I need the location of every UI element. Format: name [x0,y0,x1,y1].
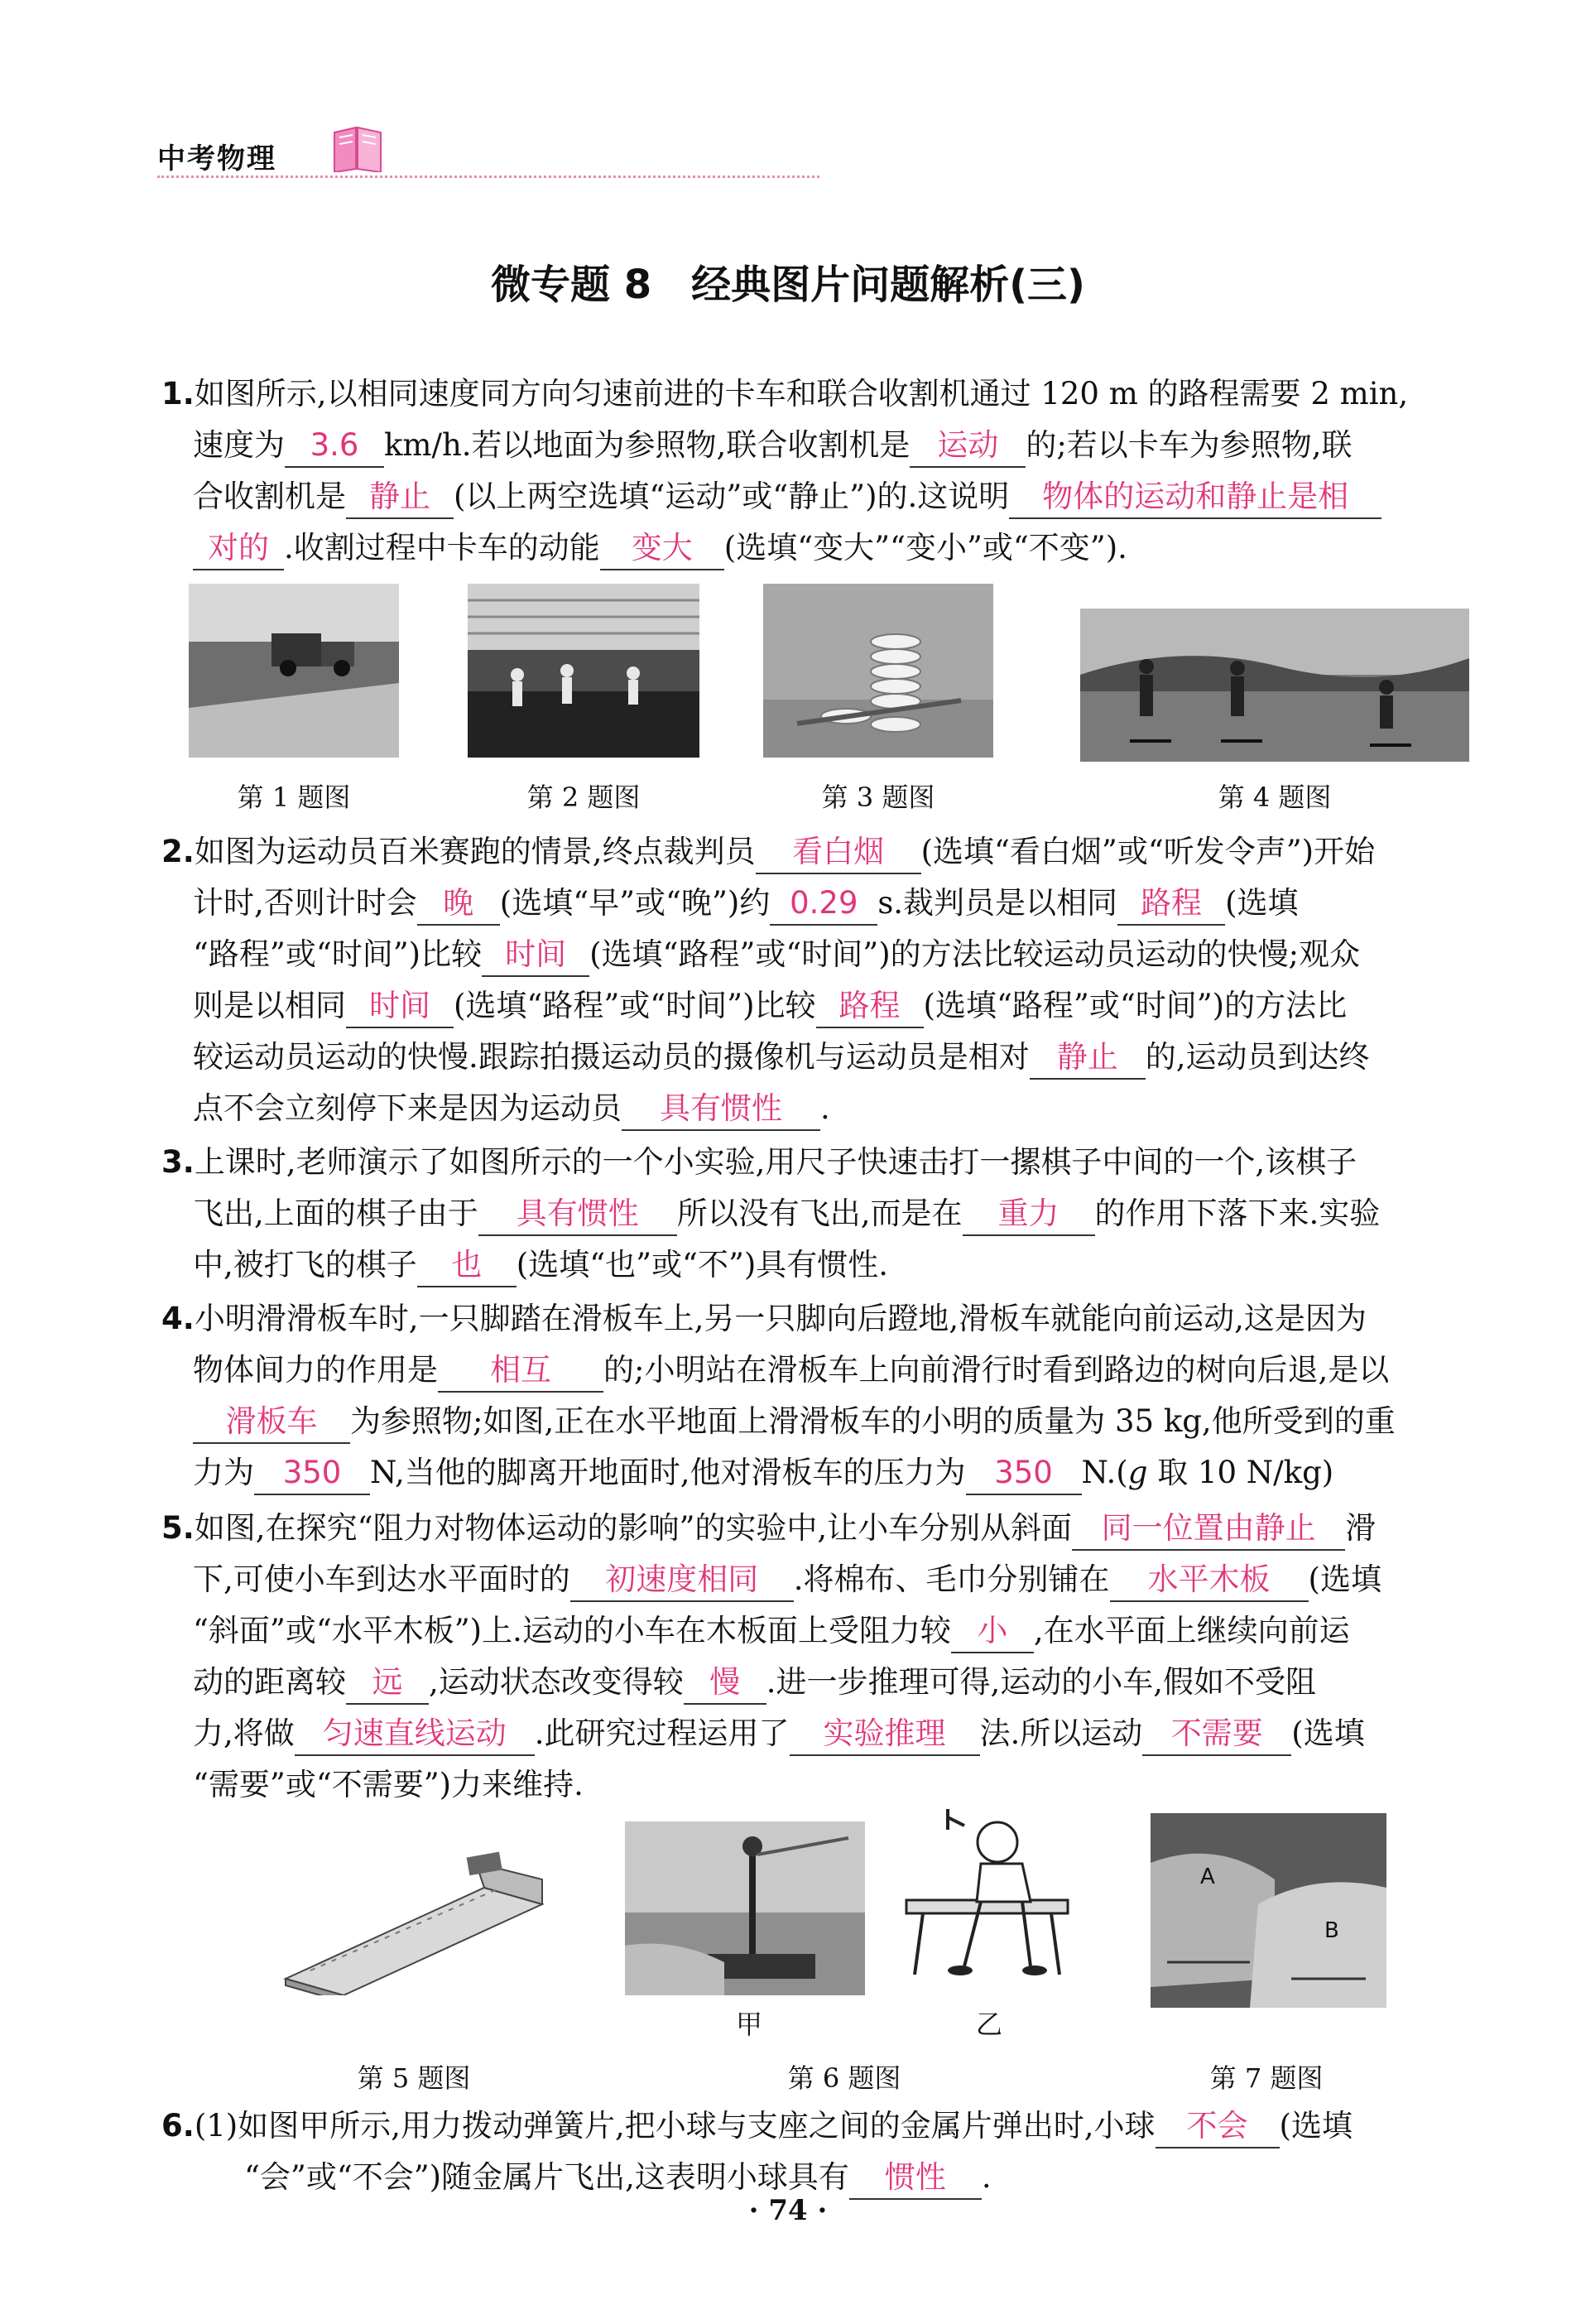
text: N.( [1081,1455,1128,1490]
text: 滑 [1345,1510,1377,1546]
text: 如图,在探究“阻力对物体运动的影响”的实验中,让小车分别从斜面 [194,1510,1073,1546]
text: 合收割机是 [193,479,346,514]
figure-5-incline-ramp [277,1813,550,1995]
text: 较运动员运动的快慢.跟踪拍摄运动员的摄像机与运动员是相对 [193,1039,1030,1075]
figure-1-caption: 第 1 题图 [237,782,351,813]
text: 则是以相同 [193,988,346,1023]
figure-3-caption: 第 3 题图 [821,782,935,813]
text: 力,将做 [193,1715,295,1751]
page-title: 微专题 8 经典图片问题解析(三) [491,262,1085,308]
text: (选填 [1308,1561,1381,1597]
figure-3-checkers-photo [763,584,993,758]
text: “会”或“不会”)随金属片飞出,这表明小球具有 [244,2159,849,2195]
text: 的,运动员到达终 [1145,1039,1370,1075]
answer-blank: 物体的运动和静止是相 [1009,476,1381,519]
answer-blank: 相互 [438,1350,603,1393]
text: 的作用下落下来.实验 [1094,1196,1381,1231]
figure-5-caption: 第 5 题图 [357,2062,471,2094]
text: 点不会立刻停下来是因为运动员 [193,1090,622,1126]
label-B: B [1324,1918,1339,1943]
text: (选填“也”或“不”)具有惯性. [516,1247,889,1282]
text: N,当他的脚离开地面时,他对滑板车的压力为 [370,1455,966,1490]
answer-blank: 不会 [1156,2105,1280,2148]
text: .进一步推理可得,运动的小车,假如不受阻 [766,1664,1317,1700]
question-3 [161,1137,1502,1291]
page-number: · 74 · [748,2194,828,2227]
figure-6b-label: 乙 [975,2009,1002,2040]
text: 下,可使小车到达水平面时的 [193,1561,570,1597]
answer-blank: 惯性 [849,2157,982,2200]
answer-blank: 变大 [600,527,724,570]
text: . [981,2159,992,2195]
answer-blank: 路程 [1117,883,1225,926]
text: (选填“路程”或“时间”)的方法比较运动员运动的快慢;观众 [589,936,1361,972]
answer-blank: 静止 [346,476,454,519]
text: (选填“路程”或“时间”)的方法比 [923,988,1348,1023]
answer-blank: 水平木板 [1110,1559,1309,1602]
answer-blank: 同一位置由静止 [1072,1508,1345,1551]
answer-blank: 滑板车 [193,1401,350,1444]
text: 中,被打飞的棋子 [193,1247,417,1282]
answer-blank: 时间 [346,985,454,1028]
answer-blank: 小 [951,1610,1034,1653]
question-5 [161,1503,1502,1811]
figure-6a-spring-ball-photo [625,1821,865,1995]
answer-blank: 具有惯性 [622,1088,820,1131]
text: (选填 [1225,885,1299,921]
text: 所以没有飞出,而是在 [676,1196,963,1231]
text: s.裁判员是以相同 [877,885,1118,921]
answer-blank: 看白烟 [756,831,921,874]
text: (选填 [1291,1715,1365,1751]
figure-1-harvester-photo [189,584,399,758]
answer-blank: 0.29 [770,883,877,926]
answer-blank: 时间 [482,934,589,977]
question-4 [161,1293,1502,1499]
answer-blank: 对的 [193,527,284,570]
answer-blank: 重力 [963,1193,1095,1236]
text: “斜面”或“水平木板”)上.运动的小车在木板面上受阻力较 [193,1613,951,1648]
figure-7-car-collision-photo [1151,1813,1386,2008]
figure-2-sprint-photo [468,584,699,758]
answer-blank: 匀速直线运动 [295,1713,535,1756]
text: (选填“路程”或“时间”)比较 [454,988,816,1023]
text: ,运动状态改变得较 [429,1664,684,1700]
text: 速度为 [193,427,285,463]
header-divider [157,176,819,178]
figure-4-caption: 第 4 题图 [1218,782,1332,813]
text: (1)如图甲所示,用力拨动弹簧片,把小球与支座之间的金属片弹出时,小球 [194,2108,1156,2144]
answer-blank: 具有惯性 [478,1193,677,1236]
figure-2-caption: 第 2 题图 [526,782,641,813]
answer-blank: 3.6 [285,425,384,468]
question-number: 5. [161,1510,195,1546]
text: 的;小明站在滑板车上向前滑行时看到路边的树向后退,是以 [603,1352,1390,1388]
answer-blank: 晚 [417,883,500,926]
answer-blank: 运动 [910,425,1026,468]
text: 法.所以运动 [979,1715,1143,1751]
brand-title: 中考物理 [157,142,276,176]
header [157,124,819,182]
text: 物体间力的作用是 [193,1352,438,1388]
text: (选填“看白烟”或“听发令声”)开始 [920,834,1376,869]
answer-blank: 路程 [816,985,924,1028]
text: 如图所示,以相同速度同方向匀速前进的卡车和联合收割机通过 120 m 的路程需要 2 min, [194,376,1409,411]
text: 小明滑滑板车时,一只脚踏在滑板车上,另一只脚向后蹬地,滑板车就能向前运动,这是因为 [194,1301,1367,1336]
text: “路程”或“时间”)比较 [193,936,483,972]
question-number: 1. [161,376,195,411]
text: .收割过程中卡车的动能 [284,530,600,565]
figure-4-scooter-photo [1080,609,1469,762]
text: km/h.若以地面为参照物,联合收割机是 [384,427,911,463]
answer-blank: 慢 [684,1662,766,1705]
label-A: A [1200,1864,1215,1889]
figure-7-caption: 第 7 题图 [1209,2062,1324,2094]
text: 飞出,上面的棋子由于 [193,1196,478,1231]
text: 上课时,老师演示了如图所示的一个小实验,用尺子快速击打一摞棋子中间的一个,该棋子 [194,1144,1357,1180]
figure-6b-cartoon-hammer [898,1809,1076,1995]
text: (选填“变大”“变小”或“不变”). [723,530,1127,565]
answer-blank: 不需要 [1142,1713,1291,1756]
answer-blank: 350 [966,1452,1082,1495]
text: 力为 [193,1455,254,1490]
answer-blank: 静止 [1030,1037,1146,1080]
question-2 [161,826,1502,1134]
text: . [820,1090,830,1126]
question-6 [161,2100,1502,2203]
symbol-g: g [1127,1455,1148,1490]
text: 动的距离较 [193,1664,346,1700]
book-icon [333,124,382,172]
text: 为参照物;如图,正在水平地面上滑滑板车的小明的质量为 35 kg,他所受到的重 [350,1403,1396,1439]
answer-blank: 初速度相同 [570,1559,794,1602]
text: 如图为运动员百米赛跑的情景,终点裁判员 [194,834,756,869]
text: (选填“早”或“晚”)约 [499,885,771,921]
text: .此研究过程运用了 [534,1715,790,1751]
text: ,在水平面上继续向前运 [1033,1613,1350,1648]
text: (选填 [1279,2108,1353,2144]
answer-blank: 远 [346,1662,429,1705]
text: 取 10 N/kg) [1147,1455,1334,1490]
figure-6-caption: 第 6 题图 [787,2062,901,2094]
answer-blank: 实验推理 [790,1713,980,1756]
answer-blank: 350 [254,1452,370,1495]
text: 计时,否则计时会 [193,885,417,921]
question-number: 6. [161,2108,195,2144]
question-number: 2. [161,834,195,869]
text: “需要”或“不需要”)力来维持. [193,1767,584,1802]
answer-blank: 也 [417,1244,517,1287]
question-1 [161,368,1502,574]
question-number: 3. [161,1144,195,1180]
figure-6a-label: 甲 [735,2009,762,2040]
text: 的;若以卡车为参照物,联 [1026,427,1353,463]
text: .将棉布、毛巾分别铺在 [793,1561,1110,1597]
text: (以上两空选填“运动”或“静止”)的.这说明 [454,479,1010,514]
question-number: 4. [161,1301,195,1336]
